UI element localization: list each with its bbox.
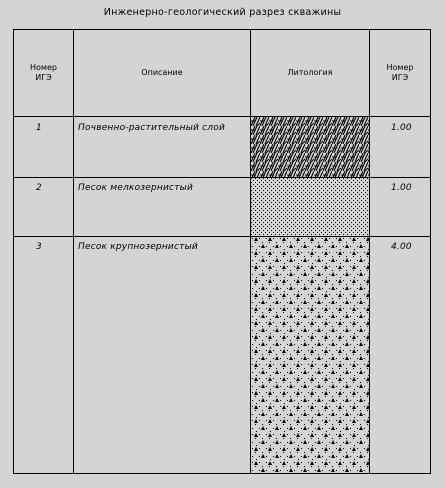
header-lithology: Литология — [287, 68, 333, 77]
layer-description: Песок крупнозернистый — [78, 242, 198, 252]
layer-number: 2 — [36, 183, 42, 193]
layer-number: 3 — [36, 242, 42, 252]
layer-value: 4.00 — [391, 242, 412, 252]
geology-table — [13, 29, 431, 474]
layer-description: Почвенно-растительный слой — [78, 123, 226, 133]
header-number-right: Номер ИГЭ — [386, 63, 414, 82]
section-title: Инженерно-геологический разрез скважины — [103, 7, 342, 18]
layer-description: Песок мелкозернистый — [78, 183, 193, 193]
lithology-soil-hatch — [251, 117, 369, 177]
layer-value: 1.00 — [391, 123, 412, 133]
lithology-fine-sand — [251, 178, 369, 236]
lithology-coarse-sand — [251, 237, 369, 473]
layer-number: 1 — [36, 123, 42, 133]
header-number: Номер ИГЭ — [30, 63, 57, 82]
header-description: Описание — [141, 68, 183, 77]
layer-value: 1.00 — [391, 183, 412, 193]
